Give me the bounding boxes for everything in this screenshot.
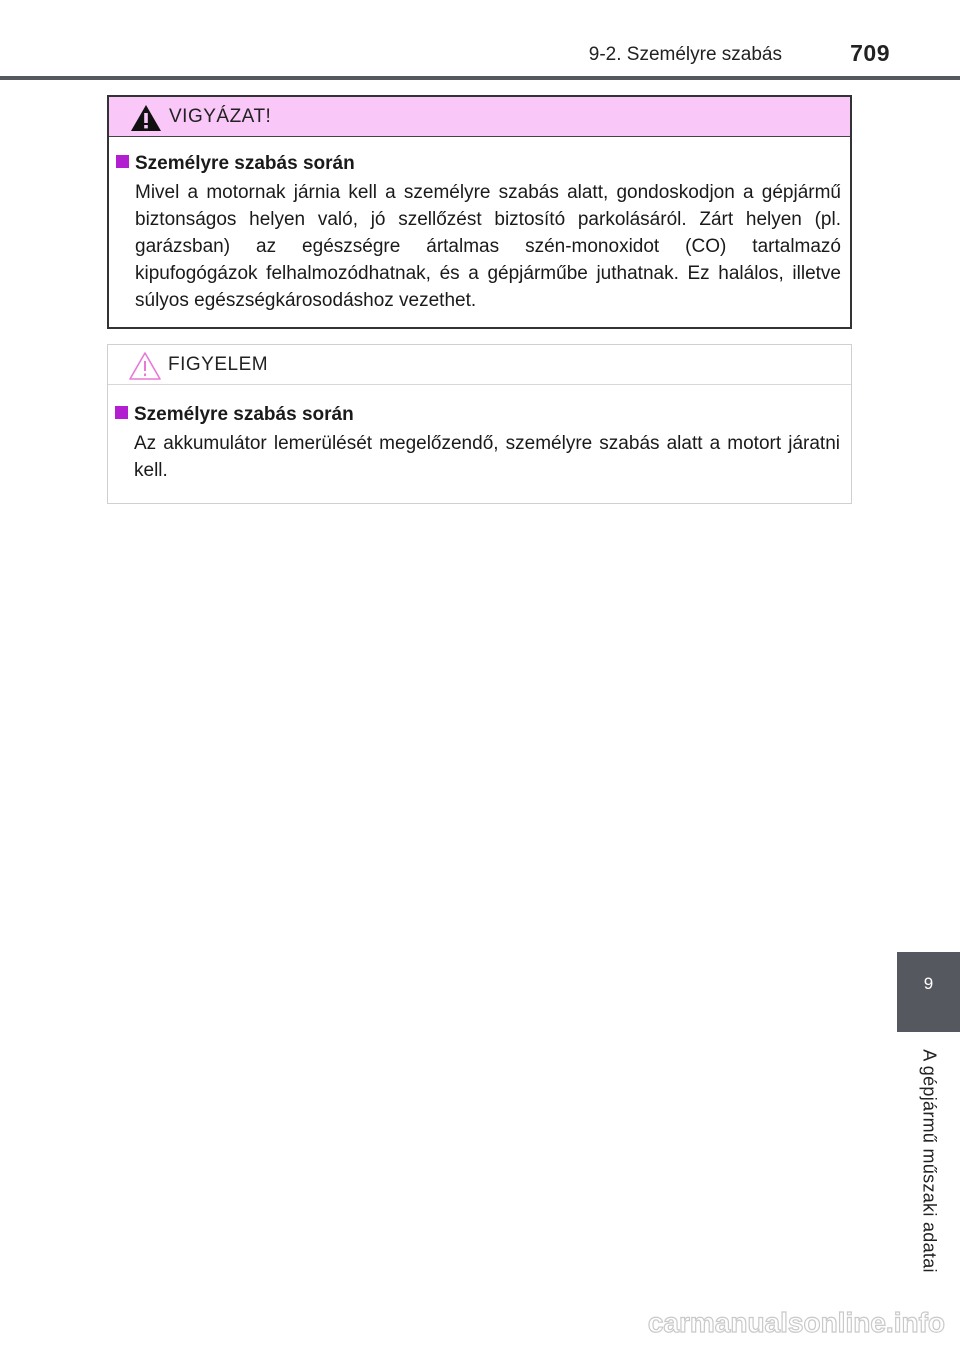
- notice-box-header: [108, 345, 851, 385]
- square-bullet-icon: [116, 155, 129, 168]
- caution-triangle-icon: [128, 351, 162, 381]
- square-bullet-icon: [115, 406, 128, 419]
- warning-triangle-icon: [129, 103, 163, 133]
- chapter-tab[interactable]: 9: [897, 952, 960, 1032]
- section-title: 9-2. Személyre szabás: [588, 44, 782, 65]
- watermark-logo: [600, 1300, 950, 1344]
- warning-item-body: Mivel a motornak járnia kell a személyre szabás alatt, gondoskodjon a gépjármű biztonságos helyen való, jó szellőzést biztosító parkolásáról. Zárt helyen (pl. garázsban) az egészségre ártalmas szén-monoxidot (CO) tartalmazó kipufogógázok felhalmozódhatnak, és a gépjárműbe juthatnak. Ez halálos, illetve súlyos egészségkárosodáshoz vezethet.: [135, 182, 841, 311]
- warning-label: VIGYÁZAT!: [169, 106, 272, 127]
- chapter-title-vertical: A gépjármű műszaki adatai: [919, 1049, 939, 1273]
- page-number: 709: [850, 40, 890, 66]
- notice-item-body: Az akkumulátor lemerülését megelőzendő, személyre szabás alatt a motort járatni kell.: [134, 433, 840, 481]
- warning-box-header: [109, 97, 850, 137]
- header-divider: [0, 76, 960, 80]
- notice-box: [107, 344, 852, 504]
- warning-item-title: Személyre szabás során: [116, 153, 355, 175]
- notice-label: FIGYELEM: [168, 354, 269, 375]
- notice-item-title: Személyre szabás során: [115, 404, 354, 426]
- warning-box: [107, 95, 852, 329]
- svg-text:carmanualsonline.info: carmanualsonline.info: [647, 1307, 945, 1338]
